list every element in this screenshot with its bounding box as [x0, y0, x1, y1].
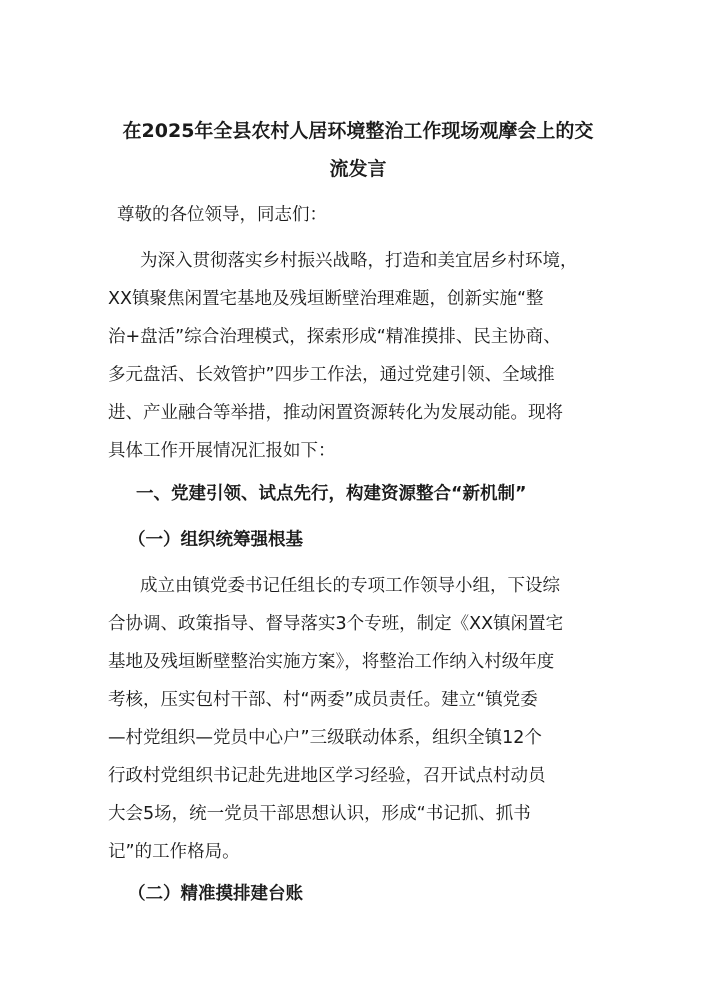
subsection-paragraph-line: 记”的工作格局。 — [108, 842, 240, 862]
subsection-heading-1: （一）组织统筹强根基 — [128, 530, 303, 550]
intro-paragraph-line: 具体工作开展情况汇报如下： — [108, 441, 336, 461]
subsection-paragraph-line: 合协调、政策指导、督导落实3个专班，制定《XX镇闲置宅 — [108, 614, 564, 634]
intro-paragraph-line: 治+盘活”综合治理模式，探索形成“精准摸排、民主协商、 — [108, 327, 561, 347]
salutation: 尊敬的各位领导，同志们： — [117, 205, 327, 225]
intro-paragraph-line: XX镇聚焦闲置宅基地及残垣断壁治理难题，创新实施“整 — [108, 289, 544, 309]
subsection-paragraph-line: 行政村党组织书记赴先进地区学习经验，召开试点村动员 — [108, 766, 546, 786]
intro-paragraph-line: 为深入贯彻落实乡村振兴战略，打造和美宜居乡村环境， — [140, 251, 578, 271]
intro-paragraph-line: 进、产业融合等举措，推动闲置资源转化为发展动能。现将 — [108, 403, 563, 423]
document-title-line-2: 流发言 — [329, 158, 387, 180]
subsection-paragraph-line: —村党组织—党员中心户”三级联动体系，组织全镇12个 — [108, 728, 542, 748]
document-title-line-1: 在2025年全县农村人居环境整治工作现场观摩会上的交 — [122, 120, 594, 142]
subsection-paragraph-line: 基地及残垣断壁整治实施方案》，将整治工作纳入村级年度 — [108, 652, 555, 672]
section-heading-1: 一、党建引领、试点先行，构建资源整合“新机制” — [136, 484, 527, 504]
subsection-paragraph-line: 成立由镇党委书记任组长的专项工作领导小组，下设综 — [140, 576, 560, 596]
intro-paragraph-line: 多元盘活、长效管护”四步工作法，通过党建引领、全域推 — [108, 365, 555, 385]
subsection-heading-2: （二）精准摸排建台账 — [128, 884, 303, 904]
subsection-paragraph-line: 大会5场，统一党员干部思想认识，形成“书记抓、抓书 — [108, 804, 531, 824]
subsection-paragraph-line: 考核，压实包村干部、村“两委”成员责任。建立“镇党委 — [108, 690, 538, 710]
